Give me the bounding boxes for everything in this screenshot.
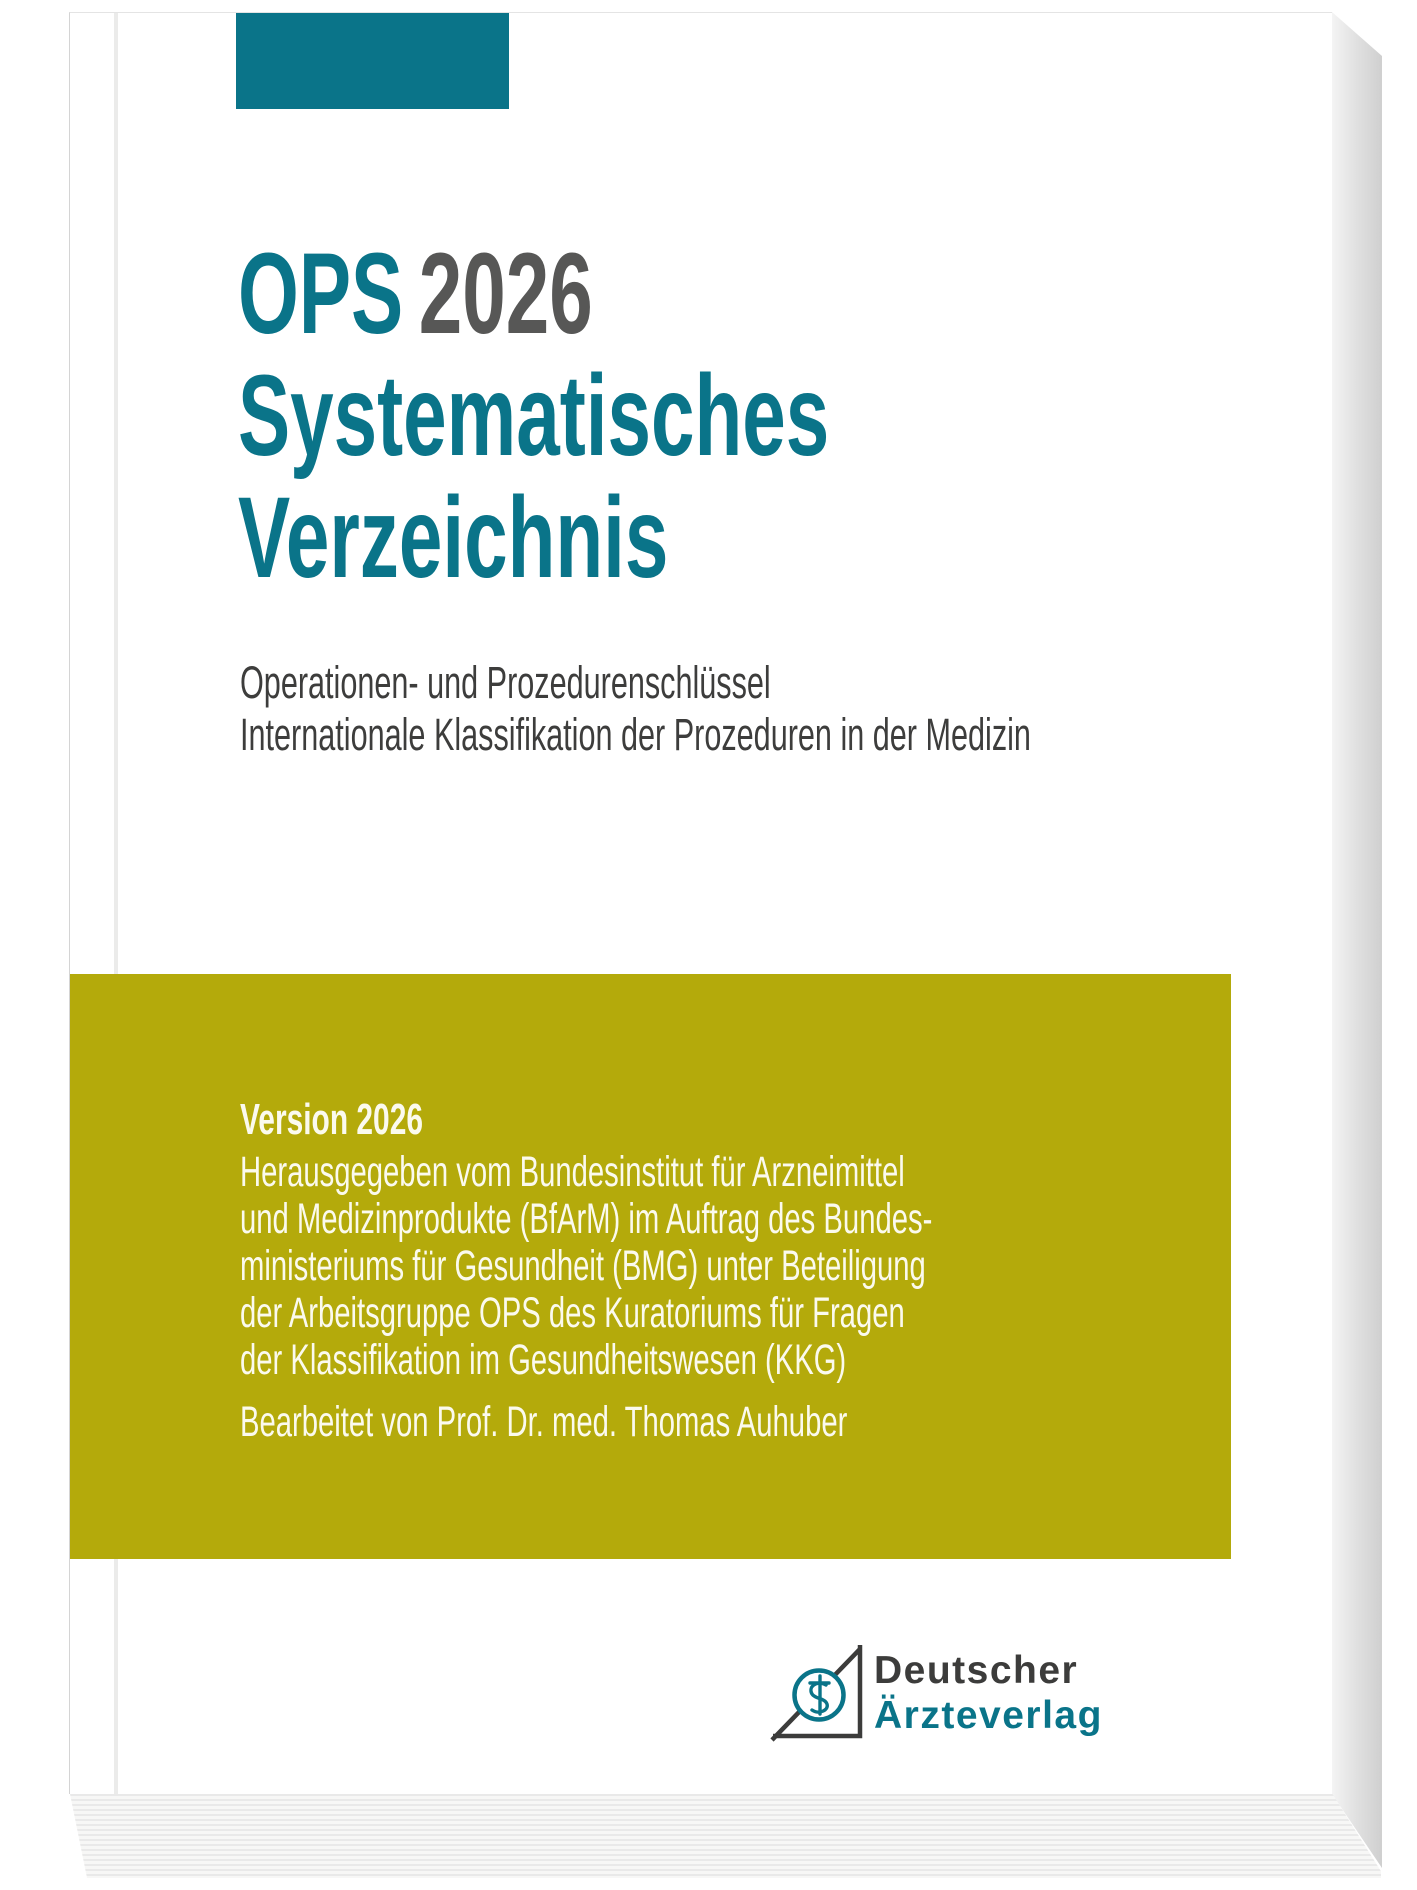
title-ops: OPS [238, 230, 404, 358]
publisher-note-line: Herausgegeben vom Bundesinstitut für Arzneimittel [240, 1148, 905, 1196]
book-title [238, 230, 830, 602]
book-page-edges-right [1332, 12, 1382, 1868]
book-subtitle [240, 657, 1031, 761]
publisher-name-line1: Deutscher [874, 1649, 1079, 1692]
title-year: 2026 [418, 230, 593, 358]
version-panel-text [240, 1093, 933, 1446]
subtitle-line-2: Internationale Klassifikation der Prozeduren in der Medizin [240, 709, 1031, 760]
version-heading: Version 2026 [240, 1095, 423, 1144]
editor-credit: Bearbeitet von Prof. Dr. med. Thomas Auhuber [240, 1398, 848, 1446]
book-front-cover [69, 12, 1332, 1794]
title-line-2: Systematisches [238, 352, 830, 480]
publisher-name-line2: Ärzteverlag [874, 1694, 1103, 1737]
title-line-3: Verzeichnis [238, 474, 669, 602]
title-line-1 [238, 230, 829, 358]
subtitle-line-1: Operationen- und Prozedurenschlüssel [240, 657, 771, 708]
publisher-note-line: der Arbeitsgruppe OPS des Kuratoriums für Fragen [240, 1289, 905, 1337]
publisher-note-line: der Klassifikation im Gesundheitswesen (KKG) [240, 1336, 847, 1384]
book-page-edges-bottom [70, 1794, 1381, 1878]
aesculapius-staff-icon [766, 1639, 876, 1755]
publisher-note-line: ministeriums für Gesundheit (BMG) unter Beteiligung [240, 1242, 926, 1290]
version-publisher-note [240, 1148, 933, 1384]
version-info-panel [70, 974, 1231, 1559]
publisher-note-line: und Medizinprodukte (BfArM) im Auftrag des Bundes- [240, 1195, 933, 1243]
series-color-badge [236, 13, 509, 109]
publisher-name [874, 1648, 1103, 1738]
